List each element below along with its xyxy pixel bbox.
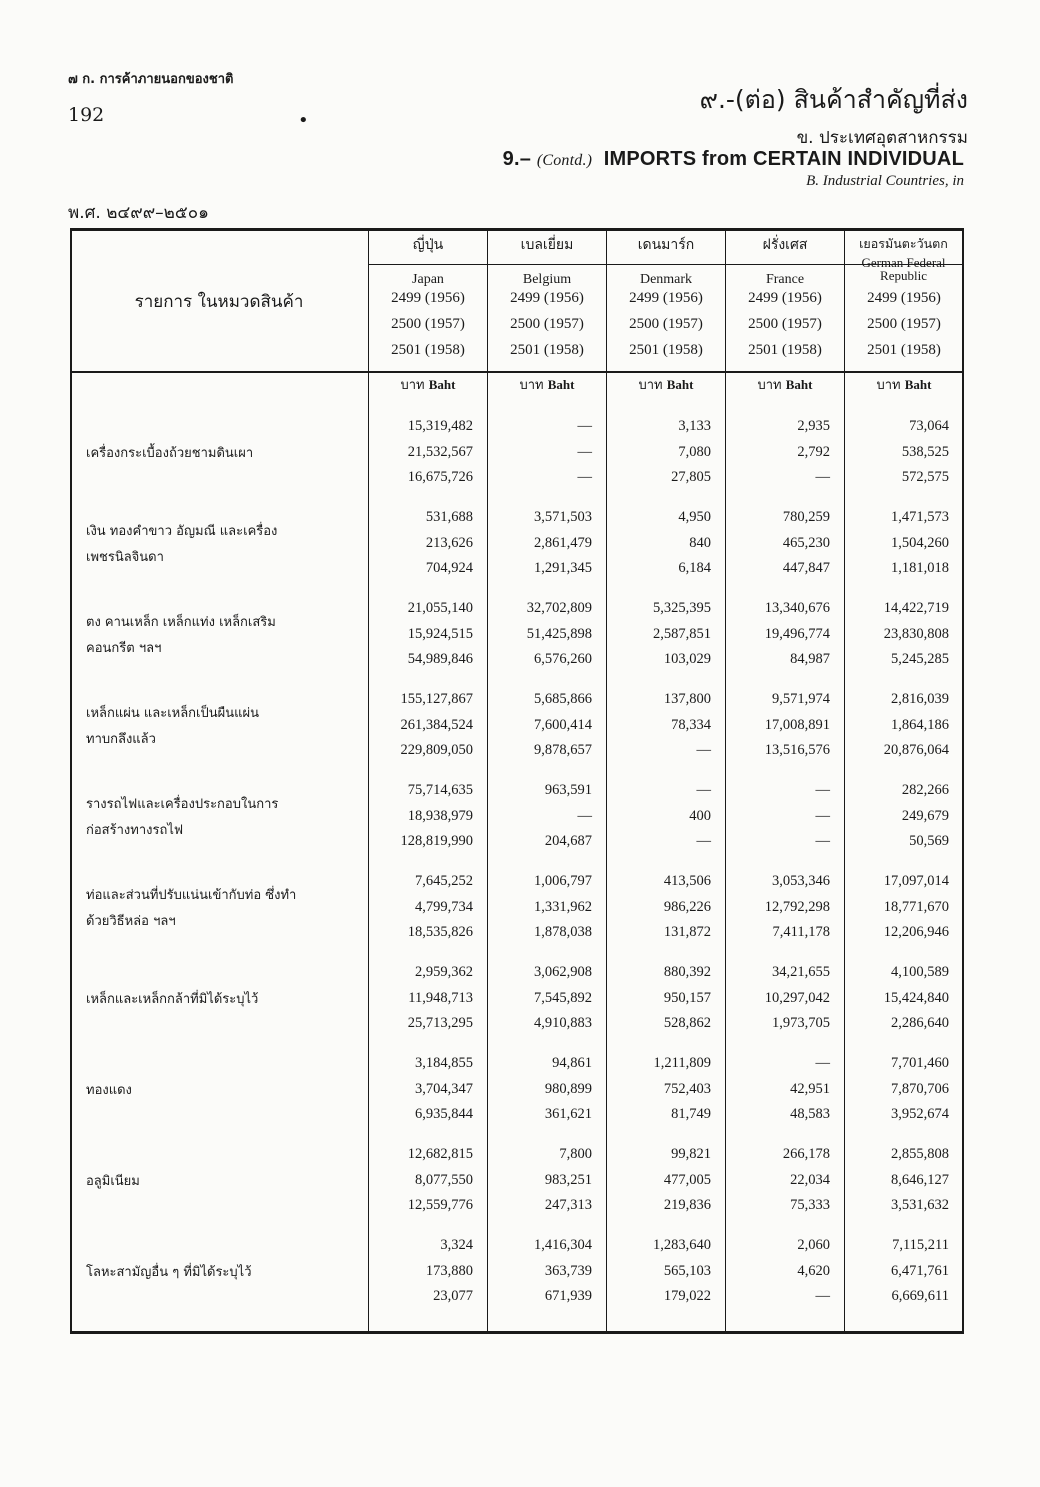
value-cell: — xyxy=(577,443,592,460)
value-cell: 1,331,962 xyxy=(534,898,592,915)
unit-thai: บาท xyxy=(400,378,425,393)
value-cell: 2,959,362 xyxy=(415,964,473,980)
value-cell: 7,115,211 xyxy=(892,1237,949,1253)
value-cell: 18,771,670 xyxy=(883,898,949,915)
value-cell: 6,669,611 xyxy=(891,1288,949,1304)
value-cell: 3,133 xyxy=(678,418,711,434)
value-cell: 1,878,038 xyxy=(534,924,592,940)
unit-label xyxy=(488,374,606,395)
value-cell: 704,924 xyxy=(425,560,473,576)
value-cell: 81,749 xyxy=(671,1106,711,1122)
value-cell: 2,060 xyxy=(797,1237,830,1253)
item-description-line: โลหะสามัญอื่น ๆ ที่มิได้ระบุไว้ xyxy=(86,1264,252,1280)
value-cell: 10,297,042 xyxy=(764,989,830,1006)
value-cell: 15,924,515 xyxy=(407,625,473,642)
value-cell: 7,870,706 xyxy=(891,1080,949,1097)
value-cell: 2,861,479 xyxy=(534,534,592,551)
value-cell: 266,178 xyxy=(782,1146,830,1162)
country-name-english: Denmark xyxy=(639,272,693,287)
year-label: 2500 (1957) xyxy=(867,316,941,332)
value-cell: 78,334 xyxy=(671,716,711,733)
unit-english: Baht xyxy=(904,377,932,392)
value-cell: 94,861 xyxy=(552,1055,592,1071)
value-cell: 23,077 xyxy=(433,1288,473,1304)
value-cell: 880,392 xyxy=(663,964,711,980)
value-cell: 6,576,260 xyxy=(534,651,592,667)
unit-label xyxy=(607,374,725,395)
value-cell: 42,951 xyxy=(790,1080,830,1097)
item-description-line: เพชรนิลจินดา xyxy=(86,549,164,565)
value-cell: 4,950 xyxy=(678,509,711,525)
item-description-line: ตง คานเหล็ก เหล็กแท่ง เหล็กเสริม xyxy=(86,614,276,630)
item-description-line: รางรถไฟและเครื่องประกอบในการ xyxy=(86,796,279,812)
value-cell: 950,157 xyxy=(663,989,711,1006)
value-cell: 7,701,460 xyxy=(891,1055,949,1071)
value-cell: 1,291,345 xyxy=(534,560,592,576)
country-name-english: Belgium xyxy=(522,272,572,287)
value-cell: 73,064 xyxy=(909,418,949,434)
unit-thai: บาท xyxy=(757,378,782,393)
value-cell: — xyxy=(815,833,830,849)
item-description xyxy=(86,1078,132,1104)
value-cell: 16,675,726 xyxy=(407,469,473,485)
value-cell: 1,181,018 xyxy=(891,560,949,576)
value-cell: 1,211,809 xyxy=(653,1055,711,1071)
value-cell: 6,471,761 xyxy=(891,1262,949,1279)
item-description-line: ท่อและส่วนที่ปรับแน่นเข้ากับท่อ ซึ่งทำ xyxy=(86,887,297,903)
year-label: 2501 (1958) xyxy=(510,342,584,358)
item-description-line: เหล็กแผ่น และเหล็กเป็นผืนแผ่น xyxy=(86,705,260,721)
value-cell: 34,21,655 xyxy=(772,964,830,980)
year-label: 2500 (1957) xyxy=(629,316,703,332)
item-description xyxy=(86,792,278,844)
english-title xyxy=(503,148,964,171)
value-cell: 13,340,676 xyxy=(764,600,830,616)
value-cell: 12,559,776 xyxy=(407,1197,473,1213)
year-label: 2501 (1958) xyxy=(391,342,465,358)
value-cell: 6,935,844 xyxy=(415,1106,473,1122)
value-cell: 23,830,808 xyxy=(883,625,949,642)
value-cell: 572,575 xyxy=(901,469,949,485)
value-cell: 980,899 xyxy=(544,1080,592,1097)
item-description-line: เครื่องกระเบื้องถ้วยชามดินเผา xyxy=(86,445,254,461)
value-cell: 17,008,891 xyxy=(764,716,830,733)
value-cell: 7,411,178 xyxy=(772,924,830,940)
value-cell: 1,283,640 xyxy=(653,1237,711,1253)
year-label: 2499 (1956) xyxy=(391,290,465,306)
value-cell: 13,516,576 xyxy=(764,742,830,758)
value-cell: 7,645,252 xyxy=(415,873,473,889)
section-label: ๗ ก. การค้าภายนอกของชาติ xyxy=(68,72,234,87)
value-cell: 12,792,298 xyxy=(764,898,830,915)
value-cell: 204,687 xyxy=(544,833,592,849)
country-name-thai: ฝรั่งเศส xyxy=(762,237,808,253)
imports-table xyxy=(70,228,964,1336)
value-cell: 75,714,635 xyxy=(407,782,473,798)
value-cell: 18,535,826 xyxy=(407,924,473,940)
value-cell: 400 xyxy=(689,807,711,824)
value-cell: 3,062,908 xyxy=(534,964,592,980)
value-cell: 18,938,979 xyxy=(407,807,473,824)
value-cell: 963,591 xyxy=(544,782,592,798)
item-description-line: คอนกรีต ฯลฯ xyxy=(86,640,162,656)
value-cell: 447,847 xyxy=(782,560,830,576)
value-cell: 2,792 xyxy=(797,443,830,460)
item-description-line: ก่อสร้างทางรถไฟ xyxy=(86,822,184,838)
value-cell: 8,646,127 xyxy=(891,1171,949,1188)
value-cell: 155,127,867 xyxy=(400,691,473,707)
value-cell: 2,935 xyxy=(797,418,830,434)
item-description-line: ทองแดง xyxy=(86,1082,132,1098)
value-cell: — xyxy=(815,1055,830,1071)
value-cell: 986,226 xyxy=(663,898,711,915)
unit-english: Baht xyxy=(428,377,456,392)
value-cell: 3,053,346 xyxy=(772,873,830,889)
value-cell: 128,819,990 xyxy=(400,833,473,849)
english-title-number: 9.– xyxy=(502,148,532,170)
value-cell: 103,029 xyxy=(663,651,711,667)
value-cell: 7,600,414 xyxy=(534,716,592,733)
value-cell: — xyxy=(696,833,711,849)
value-cell: 15,319,482 xyxy=(407,418,473,434)
value-cell: 1,416,304 xyxy=(534,1237,592,1253)
value-cell: 20,876,064 xyxy=(883,742,949,758)
value-cell: 2,855,808 xyxy=(891,1146,949,1162)
value-cell: 21,055,140 xyxy=(407,600,473,616)
value-cell: 3,531,632 xyxy=(891,1197,949,1213)
value-cell: 9,878,657 xyxy=(534,742,592,758)
value-cell: 99,821 xyxy=(671,1146,711,1162)
item-description-line: ด้วยวิธีหล่อ ฯลฯ xyxy=(86,913,176,929)
value-cell: 5,245,285 xyxy=(891,651,949,667)
country-name-english: France xyxy=(765,272,805,287)
value-cell: 12,206,946 xyxy=(883,924,949,940)
unit-thai: บาท xyxy=(876,378,901,393)
value-cell: 179,022 xyxy=(663,1288,711,1304)
value-cell: — xyxy=(815,782,830,798)
header-bottom-rule xyxy=(70,371,964,373)
value-cell: — xyxy=(815,469,830,485)
value-cell: 528,862 xyxy=(663,1015,711,1031)
value-cell: 9,571,974 xyxy=(772,691,830,707)
unit-label xyxy=(845,374,963,395)
unit-thai: บาท xyxy=(638,378,663,393)
value-cell: 413,506 xyxy=(663,873,711,889)
item-description xyxy=(86,1169,140,1195)
value-cell: 27,805 xyxy=(671,469,711,485)
thai-title: ๙.-(ต่อ) สินค้าสำคัญที่ส่ง xyxy=(699,85,968,114)
value-cell: 213,626 xyxy=(425,534,473,551)
value-cell: 229,809,050 xyxy=(400,742,473,758)
value-cell: 752,403 xyxy=(663,1080,711,1097)
year-label: 2499 (1956) xyxy=(867,290,941,306)
country-name-thai: ญี่ปุ่น xyxy=(412,237,444,253)
value-cell: 363,739 xyxy=(544,1262,592,1279)
column-header-france xyxy=(726,234,844,288)
value-cell: 531,688 xyxy=(425,509,473,525)
year-label: 2499 (1956) xyxy=(748,290,822,306)
column-header-germany xyxy=(845,234,962,282)
value-cell: 48,583 xyxy=(790,1106,830,1122)
value-cell: 14,422,719 xyxy=(883,600,949,616)
value-cell: 4,910,883 xyxy=(534,1015,592,1031)
thai-subtitle: ข. ประเทศอุตสาหกรรม xyxy=(796,128,968,148)
year-label: 2499 (1956) xyxy=(629,290,703,306)
item-description xyxy=(86,883,296,935)
value-cell: 1,864,186 xyxy=(891,716,949,733)
unit-label xyxy=(369,374,487,395)
value-cell: 5,685,866 xyxy=(534,691,592,707)
value-cell: 6,184 xyxy=(678,560,711,576)
value-cell: 282,266 xyxy=(901,782,949,798)
value-cell: 12,682,815 xyxy=(407,1146,473,1162)
year-range: พ.ศ. ๒๔๙๙–๒๕๐๑ xyxy=(68,203,209,223)
value-cell: 7,545,892 xyxy=(534,989,592,1006)
value-cell: 261,384,524 xyxy=(400,716,473,733)
year-label: 2499 (1956) xyxy=(510,290,584,306)
page-dot: • xyxy=(298,110,309,131)
value-cell: 3,324 xyxy=(440,1237,473,1253)
value-cell: 3,704,347 xyxy=(415,1080,473,1097)
page-number: 192 xyxy=(68,104,105,126)
value-cell: — xyxy=(577,418,592,434)
value-cell: 17,097,014 xyxy=(883,873,949,889)
value-cell: 477,005 xyxy=(663,1171,711,1188)
item-column-header: รายการ ในหมวดสินค้า xyxy=(134,292,304,312)
table-bottom-rule xyxy=(70,1331,964,1334)
value-cell: 3,952,674 xyxy=(891,1106,949,1122)
value-cell: 4,100,589 xyxy=(891,964,949,980)
english-subtitle: B. Industrial Countries, in xyxy=(806,173,964,189)
value-cell: 19,496,774 xyxy=(764,625,830,642)
value-cell: 840 xyxy=(689,534,711,551)
year-label: 2500 (1957) xyxy=(391,316,465,332)
value-cell: 15,424,840 xyxy=(883,989,949,1006)
item-description-line: ทาบกลึงแล้ว xyxy=(86,731,156,747)
value-cell: 983,251 xyxy=(544,1171,592,1188)
value-cell: 173,880 xyxy=(425,1262,473,1279)
country-name-english: German Federal Republic xyxy=(861,255,946,283)
english-title-contd: (Contd.) xyxy=(536,152,593,169)
year-label: 2500 (1957) xyxy=(748,316,822,332)
value-cell: 84,987 xyxy=(790,651,830,667)
value-cell: 21,532,567 xyxy=(407,443,473,460)
value-cell: 1,471,573 xyxy=(891,509,949,525)
item-description xyxy=(86,610,276,662)
value-cell: 249,679 xyxy=(901,807,949,824)
value-cell: 32,702,809 xyxy=(526,600,592,616)
value-cell: 5,325,395 xyxy=(653,600,711,616)
value-cell: 4,620 xyxy=(797,1262,830,1279)
value-cell: 2,286,640 xyxy=(891,1015,949,1031)
year-label: 2500 (1957) xyxy=(510,316,584,332)
item-description-line: อลูมิเนียม xyxy=(86,1173,140,1189)
value-cell: — xyxy=(577,807,592,824)
value-cell: — xyxy=(815,1288,830,1304)
value-cell: 361,621 xyxy=(544,1106,592,1122)
year-label: 2501 (1958) xyxy=(867,342,941,358)
item-description xyxy=(86,701,259,753)
item-description-line: เหล็กและเหล็กกล้าที่มิได้ระบุไว้ xyxy=(86,991,259,1007)
value-cell: 131,872 xyxy=(663,924,711,940)
value-cell: 75,333 xyxy=(790,1197,830,1213)
value-cell: — xyxy=(577,469,592,485)
value-cell: 7,080 xyxy=(678,443,711,460)
value-cell: 1,973,705 xyxy=(772,1015,830,1031)
value-cell: 137,800 xyxy=(663,691,711,707)
value-cell: 7,800 xyxy=(559,1146,592,1162)
value-cell: 780,259 xyxy=(782,509,830,525)
item-description xyxy=(86,1260,252,1286)
column-header-denmark xyxy=(607,234,725,288)
country-name-thai: เดนมาร์ก xyxy=(637,237,695,253)
item-description xyxy=(86,441,253,467)
value-cell: 54,989,846 xyxy=(407,651,473,667)
value-cell: 565,103 xyxy=(663,1262,711,1279)
column-header-belgium xyxy=(488,234,606,288)
value-cell: 1,006,797 xyxy=(534,873,592,889)
unit-thai: บาท xyxy=(519,378,544,393)
value-cell: 4,799,734 xyxy=(415,898,473,915)
english-title-main: IMPORTS from CERTAIN INDIVIDUAL xyxy=(603,148,964,170)
value-cell: — xyxy=(696,782,711,798)
value-cell: 538,525 xyxy=(901,443,949,460)
value-cell: 3,571,503 xyxy=(534,509,592,525)
value-cell: 671,939 xyxy=(544,1288,592,1304)
item-description xyxy=(86,519,277,571)
value-cell: — xyxy=(815,807,830,824)
value-cell: 2,816,039 xyxy=(891,691,949,707)
value-cell: 8,077,550 xyxy=(415,1171,473,1188)
country-name-english: Japan xyxy=(412,272,444,287)
value-cell: 465,230 xyxy=(782,534,830,551)
value-cell: 2,587,851 xyxy=(653,625,711,642)
value-cell: 247,313 xyxy=(544,1197,592,1213)
unit-english: Baht xyxy=(547,377,575,392)
year-label: 2501 (1958) xyxy=(629,342,703,358)
value-cell: 25,713,295 xyxy=(407,1015,473,1031)
column-header-japan xyxy=(369,234,487,288)
item-description xyxy=(86,987,258,1013)
unit-label xyxy=(726,374,844,395)
country-name-thai: เบลเยี่ยม xyxy=(520,237,574,253)
year-label: 2501 (1958) xyxy=(748,342,822,358)
value-cell: — xyxy=(696,742,711,758)
table-top-rule xyxy=(70,228,964,231)
country-name-thai: เยอรมันตะวันตก xyxy=(859,236,948,251)
value-cell: 3,184,855 xyxy=(415,1055,473,1071)
unit-english: Baht xyxy=(666,377,694,392)
value-cell: 51,425,898 xyxy=(526,625,592,642)
value-cell: 1,504,260 xyxy=(891,534,949,551)
value-cell: 11,948,713 xyxy=(408,989,473,1006)
table-left-rule xyxy=(70,228,72,1334)
item-description-line: เงิน ทองคำขาว อัญมณี และเครื่อง xyxy=(86,523,278,539)
value-cell: 219,836 xyxy=(663,1197,711,1213)
unit-english: Baht xyxy=(785,377,813,392)
value-cell: 50,569 xyxy=(909,833,949,849)
value-cell: 22,034 xyxy=(790,1171,830,1188)
